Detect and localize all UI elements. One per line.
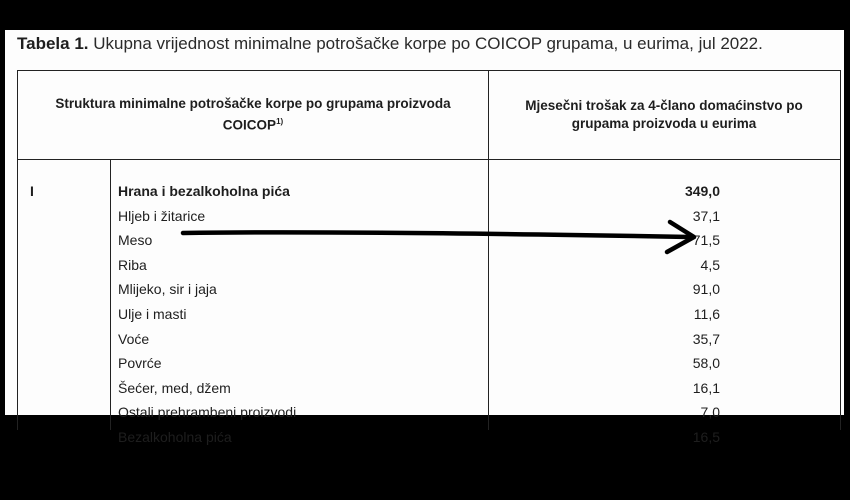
row-value: 16,5 [692,429,720,445]
header-footnote-mark: 1) [276,117,284,127]
row-label: Meso [118,232,153,249]
caption-label: Tabela 1. [17,34,89,53]
row-value: 71,5 [692,232,720,249]
group-number: I [30,183,34,199]
row-label: Bezalkoholna pića [118,429,232,445]
row-value: 35,7 [692,330,720,347]
row-label: Mlijeko, sir i jaja [118,281,217,298]
row-label: Voće [118,330,150,347]
row-value: 4,5 [700,256,720,273]
row-value: 58,0 [692,355,720,372]
document-page [5,30,844,445]
row-value: 91,0 [692,281,720,298]
caption-text: Ukupna vrijednost minimalne potrošačke korpe po COICOP grupama, u eurima, jul 2022. [88,34,763,53]
annotation-arrow [5,30,844,415]
row-label: Riba [118,256,147,273]
row-label: Hrana i bezalkoholna pića [118,183,290,199]
row-label: Ulje i masti [118,306,187,322]
row-value: 37,1 [692,207,720,224]
table-row [18,425,840,450]
row-label: Šećer, med, džem [118,379,231,396]
row-label: Hljeb i žitarice [118,207,206,224]
row-value: 7,0 [700,404,720,421]
header-structure-text: Struktura minimalne potrošačke korpe po grupama proizvoda COICOP [55,96,451,133]
row-value: 16,1 [692,379,720,396]
row-label: Ostali prehrambeni proizvodi [118,404,297,421]
row-value: 11,6 [693,306,720,322]
header-monthly-cost: Mjesečni trošak za 4-člano domaćinstvo po grupama proizvoda u eurima [525,98,803,131]
row-label: Povrće [118,355,162,372]
row-value: 349,0 [684,183,720,199]
